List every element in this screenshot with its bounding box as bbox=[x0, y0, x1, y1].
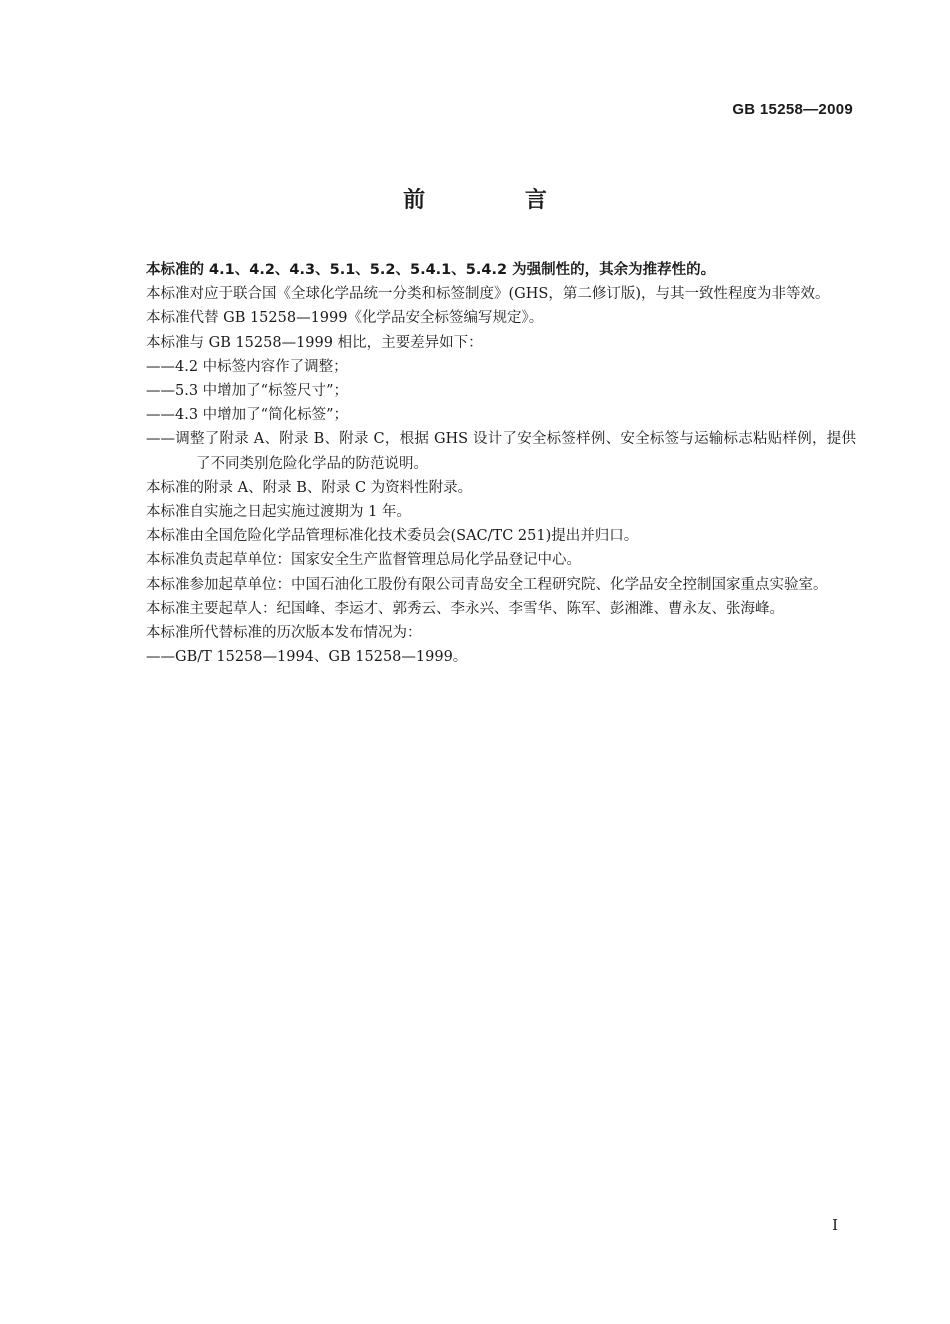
paragraph-history-item: ——GB/T 15258—1994、GB 15258—1999。 bbox=[146, 649, 468, 666]
paragraph-participating-units: 本标准参加起草单位：中国石油化工股份有限公司青岛安全工程研究院、化学品安全控制国家重点实验室。 bbox=[146, 576, 828, 593]
paragraph-drafting-unit: 本标准负责起草单位：国家安全生产监督管理总局化学品登记中心。 bbox=[146, 552, 581, 569]
paragraph-transition: 本标准自实施之日起实施过渡期为 1 年。 bbox=[146, 504, 411, 521]
paragraph-replaces: 本标准代替 GB 15258—1999《化学品安全标签编写规定》。 bbox=[146, 310, 544, 327]
paragraph-annexes: 本标准的附录 A、附录 B、附录 C 为资料性附录。 bbox=[146, 479, 473, 496]
foreword-body bbox=[116, 258, 856, 669]
page-number: I bbox=[832, 1216, 838, 1234]
standard-code: GB 15258—2009 bbox=[732, 101, 853, 118]
difference-item: ——4.2 中标签内容作了调整； bbox=[146, 358, 348, 375]
paragraph-differences-intro: 本标准与 GB 15258—1999 相比，主要差异如下： bbox=[146, 334, 483, 351]
paragraph-drafters: 本标准主要起草人：纪国峰、李运才、郭秀云、李永兴、李雪华、陈军、彭湘潍、曹永友、张海峰。 bbox=[146, 600, 784, 617]
difference-item: ——4.3 中增加了“简化标签”； bbox=[146, 407, 348, 424]
page-title: 前 言 bbox=[403, 188, 593, 213]
paragraph-proposed-by: 本标准由全国危险化学品管理标准化技术委员会(SAC/TC 251)提出并归口。 bbox=[146, 528, 639, 545]
difference-item: ——调整了附录 A、附录 B、附录 C，根据 GHS 设计了安全标签样例、安全标签与运输标志粘贴样例，提供了不同类别危险化学品的防范说明。 bbox=[146, 431, 856, 472]
mandatory-clauses-statement: 本标准的 4.1、4.2、4.3、5.1、5.2、5.4.1、5.4.2 为强制性的，其余为推荐性的。 bbox=[146, 262, 716, 278]
paragraph-correspondence: 本标准对应于联合国《全球化学品统一分类和标签制度》(GHS，第二修订版)，与其一致性程度为非等效。 bbox=[146, 286, 830, 303]
paragraph-history-intro: 本标准所代替标准的历次版本发布情况为： bbox=[146, 625, 422, 642]
difference-item: ——5.3 中增加了“标签尺寸”； bbox=[146, 383, 348, 400]
